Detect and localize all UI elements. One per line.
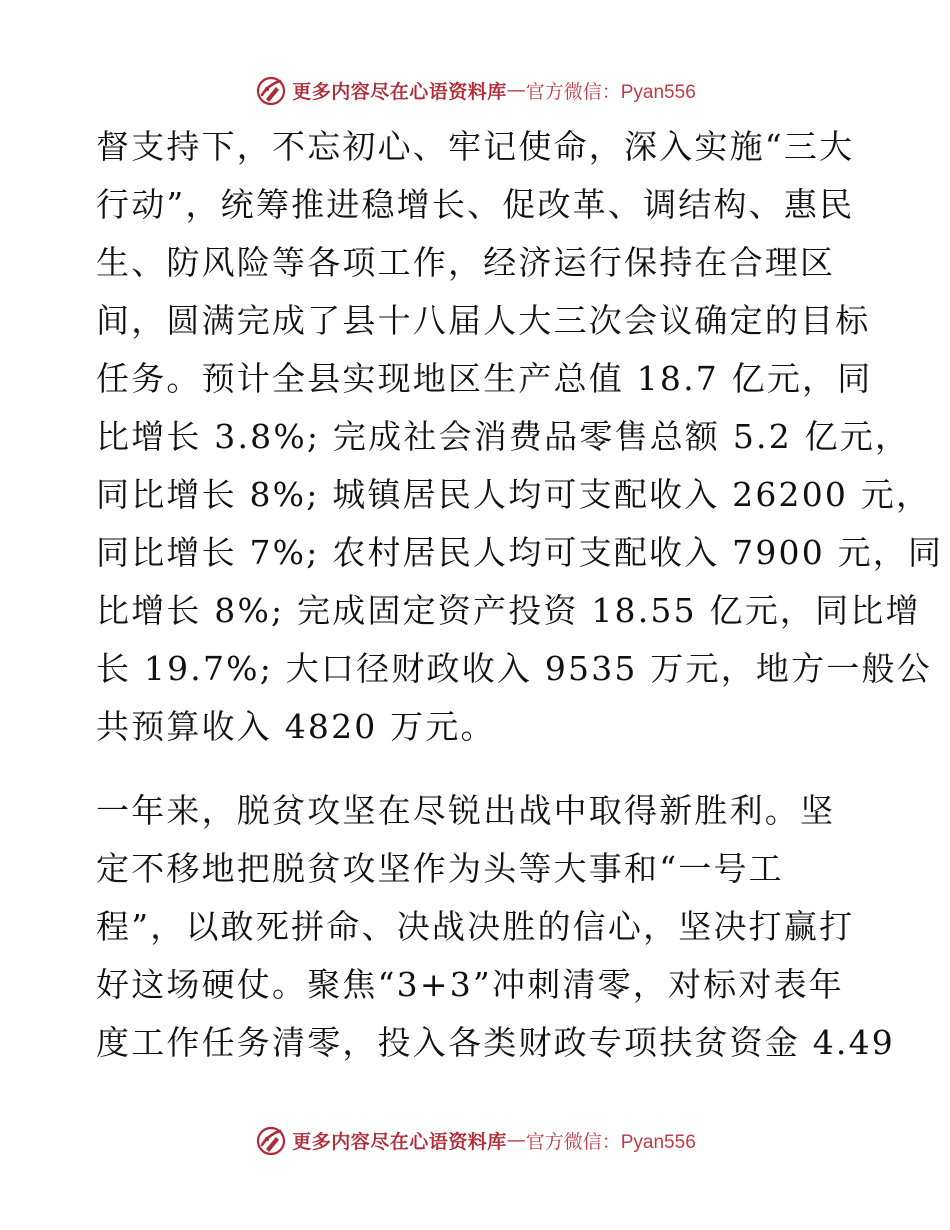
text-line: 共预算收入 4820 万元。 [96, 707, 496, 746]
text-line: 程”，以敢死拼命、决战决胜的信心，坚决打赢打 [96, 907, 855, 946]
banner-separator: — [506, 1129, 526, 1151]
banner-wechat: 官方微信：Pyan556 [525, 81, 696, 103]
banner-wechat: 官方微信：Pyan556 [525, 1131, 696, 1153]
footer-banner [0, 1118, 950, 1162]
banner-separator: — [506, 79, 526, 101]
paragraph-gap [96, 756, 856, 782]
paragraph-1 [96, 118, 944, 756]
text-line: 督支持下，不忘初心、牢记使命，深入实施“三大 [96, 127, 855, 166]
text-line: 好这场硬仗。聚焦“3+3”冲刺清零，对标对表年 [96, 965, 844, 1004]
text-line: 长 19.7%; 大口径财政收入 9535 万元，地方一般公 [96, 649, 932, 688]
banner-title: 更多内容尽在心语资料库 [292, 1130, 507, 1153]
header-banner [0, 68, 950, 112]
text-line: 比增长 3.8%; 完成社会消费品零售总额 5.2 亿元， [96, 417, 911, 456]
text-line: 度工作任务清零，投入各类财政专项扶贫资金 4.49 [96, 1023, 895, 1062]
paragraph-2 [96, 782, 895, 1072]
body-text [96, 118, 944, 1072]
text-line: 任务。预计全县实现地区生产总值 18.7 亿元，同 [96, 359, 873, 398]
banner-title: 更多内容尽在心语资料库 [292, 80, 507, 103]
text-line: 同比增长 7%; 农村居民人均可支配收入 7900 元，同 [96, 533, 944, 572]
text-line: 行动”，统筹推进稳增长、促改革、调结构、惠民 [96, 185, 855, 224]
text-line: 间，圆满完成了县十八届人大三次会议确定的目标 [96, 301, 871, 340]
text-line: 一年来，脱贫攻坚在尽锐出战中取得新胜利。坚 [96, 791, 836, 830]
text-line: 生、防风险等各项工作，经济运行保持在合理区 [96, 243, 836, 282]
xinyu-logo-icon [254, 1123, 288, 1157]
text-line: 比增长 8%; 完成固定资产投资 18.55 亿元，同比增 [96, 591, 921, 630]
text-line: 定不移地把脱贫攻坚作为头等大事和“一号工 [96, 849, 784, 888]
xinyu-logo-icon [254, 73, 288, 107]
text-line: 同比增长 8%; 城镇居民人均可支配收入 26200 元， [96, 475, 932, 514]
